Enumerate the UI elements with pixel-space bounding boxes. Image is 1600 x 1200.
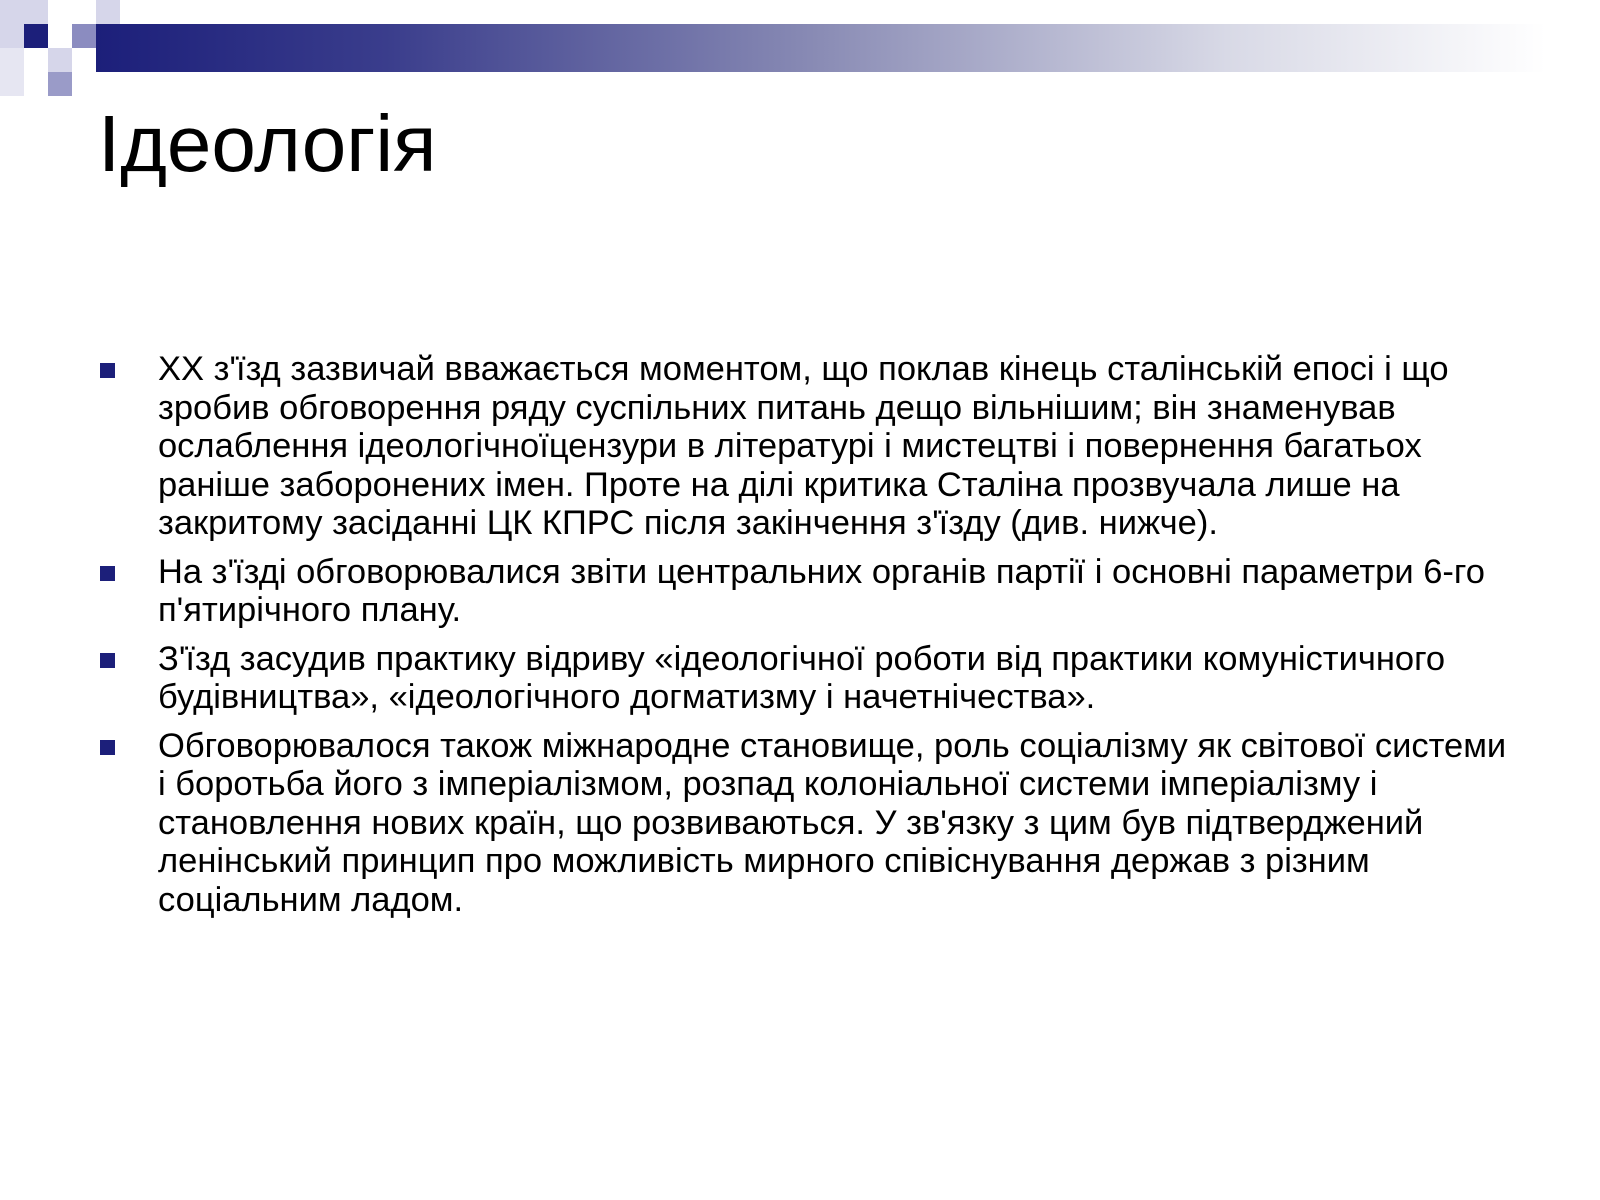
decor-square	[96, 0, 120, 24]
bullet-list	[98, 350, 1518, 929]
bullet-item	[98, 640, 1518, 717]
decor-square	[48, 48, 72, 72]
header-gradient-band	[96, 24, 1546, 72]
decor-square	[48, 72, 72, 96]
square-bullet-icon	[100, 653, 115, 668]
square-bullet-icon	[100, 363, 115, 378]
bullet-item	[98, 727, 1518, 920]
square-bullet-icon	[100, 740, 115, 755]
square-bullet-icon	[100, 566, 115, 581]
bullet-item	[98, 553, 1518, 630]
decor-square	[24, 24, 48, 48]
bullet-text: XX з'їзд зазвичай вважається моментом, що поклав кінець сталінській епосі і що зробив обговорення ряду суспільних питань дещо вільнішим; він знаменував ослаблення ідеологічноїцензури в літературі і мистецтві і повернення багатьох раніше заборонених імен. Проте на ділі критика Сталіна прозвучала лише на закритому засіданні ЦК КПРС після закінчення з'їзду (див. нижче).	[158, 350, 1449, 542]
bullet-text: На з'їзді обговорювалися звіти центральних органів партії і основні параметри 6-го п'ятирічного плану.	[158, 552, 1485, 629]
decor-square	[48, 0, 96, 24]
bullet-text: Обговорювалося також міжнародне становище, роль соціалізму як світової системи і боротьба його з імперіалізмом, розпад колоніальної системи імперіалізму і становлення нових країн, що розвиваються. У зв'язку з цим був підтверджений ленінський принцип про можливість мирного співіснування держав з різним соціальним ладом.	[158, 726, 1507, 919]
bullet-text: З'їзд засудив практику відриву «ідеологічної роботи від практики комуністичного будівництва», «ідеологічного догматизму і начетнічества».	[158, 639, 1446, 716]
decor-square	[0, 48, 24, 96]
decor-square	[72, 48, 96, 72]
slide-title: Ідеологія	[98, 99, 437, 188]
decor-square	[72, 24, 96, 48]
bullet-item	[98, 350, 1518, 543]
